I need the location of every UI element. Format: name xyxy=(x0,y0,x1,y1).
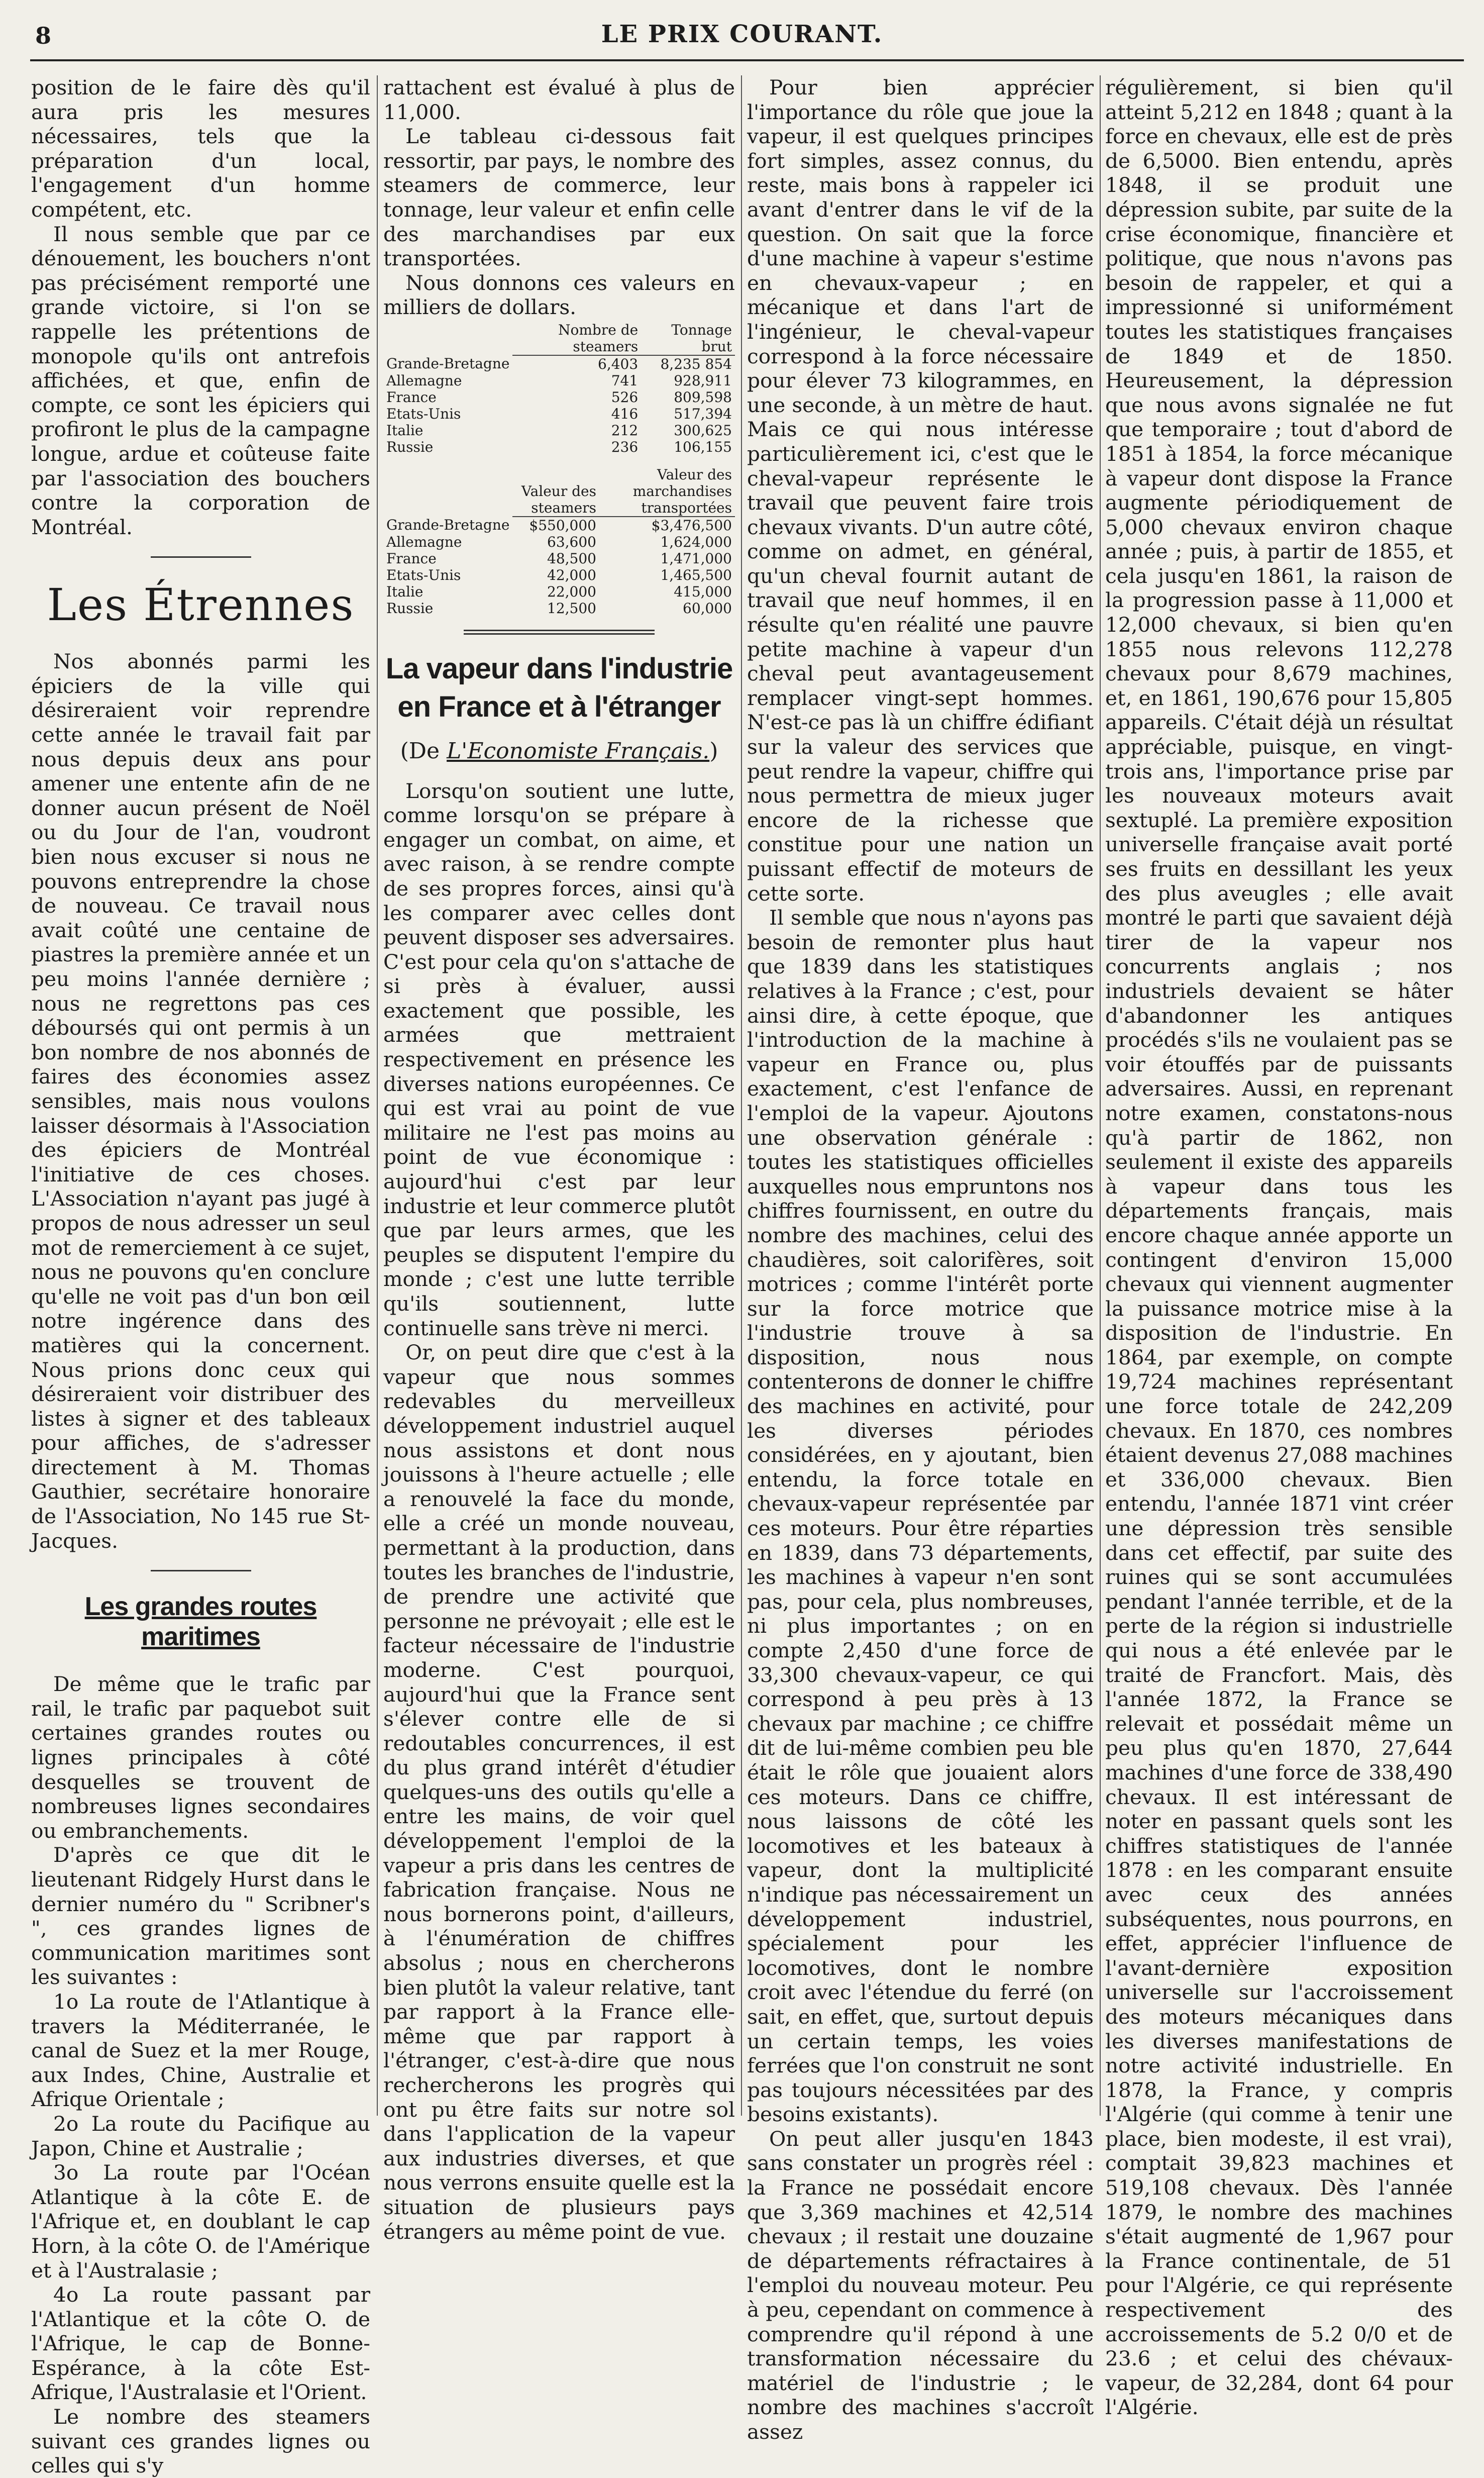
column-1 xyxy=(31,75,370,2478)
paragraph: On peut aller jusqu'en 1843 sans constater un progrès réel : la France ne possédait encore que 3,369 machines et 42,514 chevaux ; il restait une douzaine de départements réfractaires à l'emploi du nouveau moteur. Peu à peu, cependant on commence à comprendre qu'il répond à une transformation nécessaire du matériel de l'industrie ; le nombre des machines s'accroît assez xyxy=(747,2126,1094,2444)
paragraph: Nos abonnés parmi les épiciers de la ville qui désireraient voir reprendre cette année le travail fait par nous depuis deux ans pour amener une entente afin de ne donner aucun présent de Noël ou du Jour de l'an, voudront bien nous excuser si nous ne pouvons entreprendre la chose de nouveau. Ce travail nous avait coûté une centaine de piastres la première année et un peu moins l'année dernière ; nous ne regrettons pas ces déboursés qui ont permis à un bon nombre de nos abonnés de faires des économies assez sensibles, mais nous voulons laisser désormais à l'Association des épiciers de Montréal l'initiative de ces choses. L'Association n'ayant pas jugé à propos de nous adresser un seul mot de remerciement à ce sujet, nous ne pouvons qu'en conclure qu'elle ne voit pas d'un bon œil notre ingérence dans des matières qui la concernent. Nous prions donc ceux qui désireraient voir distribuer des listes à signer et des tableaux pour affiches, de s'adresser directement à M. Thomas Gauthier, secrétaire honoraire de l'Association, No 145 rue St-Jacques. xyxy=(31,649,370,1553)
column-rule xyxy=(377,75,378,2116)
paragraph: D'après ce que dit le lieutenant Ridgely Hurst dans le dernier numéro du " Scribner's ", ces grandes lignes de communication maritimes sont les suivantes : xyxy=(31,1843,370,1990)
table-row xyxy=(383,422,735,439)
value-cell: 22,000 xyxy=(547,583,596,600)
table-header: Nombre de steamers xyxy=(512,322,641,355)
column-rule xyxy=(741,75,742,2116)
value-cell: 809,598 xyxy=(674,388,732,406)
column-4 xyxy=(1105,75,1453,2420)
country-cell: Etats-Unis xyxy=(386,566,461,583)
country-cell: Allemagne xyxy=(386,372,462,389)
value-cell: $550,000 xyxy=(529,517,596,534)
source-suffix: ) xyxy=(709,738,718,764)
running-title: LE PRIX COURANT. xyxy=(601,20,883,48)
table-header: Valeur des marchandises transportées xyxy=(599,466,735,517)
country-cell: Grande-Bretagne xyxy=(386,517,510,534)
paragraph: Pour bien apprécier l'importance du rôle que joue la vapeur, il est quelques principes fort simples, assez connus, du reste, mais bons à rappeler ici avant d'entrer dans le vif de la question. On sait que la force d'une machine à vapeur s'estime en chevaux-vapeur ; en mécanique et dans l'art de l'ingénieur, le cheval-vapeur correspond à la force nécessaire pour élever 73 kilogrammes, en une seconde, à un mètre de haut. Mais ce qui nous intéresse particulièrement ici, c'est que le cheval-vapeur représente le travail que peuvent faire trois chevaux vivants. D'un autre côté, comme on admet, en général, qu'un cheval fournit autant de travail que neuf hommes, il en résulte qu'en réalité une pauvre petite machine à vapeur d'un cheval peut avantageusement remplacer vingt-sept hommes. N'est-ce pas là un chiffre édifiant sur la valeur des services que peut rendre la vapeur, chiffre qui nous permettra de mieux juger encore de la richesse que constitue pour une nation un puissant effectif de moteurs de cette sorte. xyxy=(747,75,1094,906)
value-cell: 526 xyxy=(611,388,639,406)
section-heading-routes: Les grandes routes maritimes xyxy=(84,1592,317,1652)
value-cell: $3,476,500 xyxy=(651,517,732,534)
country-cell: France xyxy=(386,388,437,406)
table-row xyxy=(383,600,735,617)
section-rule xyxy=(464,630,655,635)
value-cell: 928,911 xyxy=(674,372,732,389)
paragraph: 4o La route passant par l'Atlantique et la côte O. de l'Afrique, le cap de Bonne-Espérance, à la côte Est-Afrique, l'Australasie et l'Orient. xyxy=(31,2283,370,2405)
source-line xyxy=(383,739,735,764)
country-cell: Russie xyxy=(386,600,434,617)
value-cell: 1,465,500 xyxy=(660,566,732,583)
steamers-table-1 xyxy=(383,322,735,455)
column-3 xyxy=(747,75,1094,2444)
paragraph: 3o La route par l'Océan Atlantique à la côte E. de l'Afrique et, en doublant le cap Horn, à la côte O. de l'Amérique et à l'Australasie ; xyxy=(31,2160,370,2283)
table-header: Tonnage brut xyxy=(641,322,735,355)
country-cell: France xyxy=(386,550,437,567)
paragraph: Lorsqu'on soutient une lutte, comme lorsqu'on se prépare à engager un combat, on aime, et avec raison, à se rendre compte de ses propres forces, ainsi qu'à les comparer avec celles dont peuvent disposer ses adversaires. C'est pour cela qu'on s'attache de si près à évaluer, aussi exactement que possible, les armées que mettraient respectivement en présence les diverses nations européennes. Ce qui est vrai au point de vue militaire ne l'est pas moins au point de vue économique : aujourd'hui c'est par leur industrie et leur commerce plutôt que par leurs armes, que les peuples se disputent l'empire du monde ; c'est une lutte terrible qu'ils soutiennent, lutte continuelle sans trève ni merci. xyxy=(383,778,735,1340)
table-header: Valeur des steamers xyxy=(512,466,599,517)
paragraph: position de le faire dès qu'il aura pris les mesures nécessaires, tels que la préparation d'un local, l'engagement d'un homme compétent, etc. xyxy=(31,75,370,222)
table-row xyxy=(383,439,735,455)
table-row xyxy=(383,406,735,422)
section-heading-etrennes: Les Étrennes xyxy=(47,579,355,631)
table-row xyxy=(383,389,735,406)
paragraph: Il nous semble que par ce dénouement, les bouchers n'ont pas précisément remporté une grande victoire, si l'on se rappelle les prétentions de monopole qu'ils ont antrefois affichées, et que, enfin de compte, ce sont les épiciers qui profiront le plus de la campagne longue, ardue et coûteuse faite par l'association des bouchers contre la corporation de Montréal. xyxy=(31,222,370,539)
section-rule xyxy=(151,556,251,558)
value-cell: 416 xyxy=(611,405,639,422)
value-cell: 212 xyxy=(611,422,639,439)
paragraph: rattachent est évalué à plus de 11,000. xyxy=(383,75,735,124)
section-heading-vapeur: La vapeur dans l'industrie en France et à l'étranger xyxy=(385,652,733,723)
country-cell: Etats-Unis xyxy=(386,405,461,422)
value-cell: 415,000 xyxy=(674,583,732,600)
value-cell: 6,403 xyxy=(598,355,639,372)
value-cell: 8,235 854 xyxy=(660,355,732,372)
table-spacer xyxy=(383,457,735,464)
country-cell: Italie xyxy=(386,583,423,600)
value-cell: 106,155 xyxy=(674,438,732,455)
value-cell: 12,500 xyxy=(547,600,596,617)
table-row xyxy=(383,517,735,534)
value-cell: 48,500 xyxy=(547,550,596,567)
column-2 xyxy=(383,75,735,2244)
page-number: 8 xyxy=(35,22,52,49)
paragraph: 1o La route de l'Atlantique à travers la Méditerranée, le canal de Suez et la mer Rouge, aux Indes, Chine, Australie et Afrique Orientale ; xyxy=(31,1989,370,2112)
table-row xyxy=(383,534,735,550)
table-row xyxy=(383,372,735,389)
value-cell: 60,000 xyxy=(683,600,732,617)
country-cell: Russie xyxy=(386,438,434,455)
country-cell: Italie xyxy=(386,422,423,439)
table-row xyxy=(383,583,735,600)
table-row xyxy=(383,550,735,567)
column-rule xyxy=(1100,75,1101,2116)
value-cell: 236 xyxy=(611,438,639,455)
paragraph: Le tableau ci-dessous fait ressortir, par pays, le nombre des steamers de commerce, leur tonnage, leur valeur et enfin celle des marchandises par eux transportées. xyxy=(383,124,735,271)
value-cell: 63,600 xyxy=(547,533,596,550)
value-cell: 300,625 xyxy=(674,422,732,439)
paragraph: Le nombre des steamers suivant ces grandes lignes ou celles qui s'y xyxy=(31,2405,370,2478)
value-cell: 517,394 xyxy=(674,405,732,422)
paragraph: Or, on peut dire que c'est à la vapeur que nous sommes redevables du merveilleux développement industriel auquel nous assistons et dont nous jouissons à l'heure actuelle ; elle a renouvelé la face du monde, elle a créé un monde nouveau, permettant à la production, dans toutes les branches de l'industrie, de prendre une activité que personne ne prévoyait ; elle est le facteur nécessaire de l'industrie moderne. C'est pourquoi, aujourd'hui que la France sent s'élever contre elle de si redoutables concurrences, il est du plus grand intérêt d'étudier quelques-uns des outils qu'elle a entre les mains, de voir quel développement l'emploi de la vapeur a pris dans les centres de fabrication française. Nous ne nous bornerons point, d'ailleurs, à l'énumération de chiffres absolus ; nous en chercherons bien plutôt la valeur relative, tant par rapport à la France elle-même que par rapport à l'étranger, c'est-à-dire que nous rechercherons les progrès qui ont pu être faits sur notre sol dans l'application de la vapeur aux industries diverses, et que nous verrons ensuite quelle est la situation de plusieurs pays étrangers au même point de vue. xyxy=(383,1340,735,2244)
paragraph: Il semble que nous n'ayons pas besoin de remonter plus haut que 1839 dans les statistiques relatives à la France ; c'est, pour ainsi dire, à cette époque, que l'introduction de la machine à vapeur en France ou, plus exactement, c'est l'enfance de l'emploi de la vapeur. Ajoutons une observation générale : toutes les statistiques officielles auxquelles nous empruntons nos chiffres fournissent, en outre du nombre des machines, celui des chaudières, soit calorifères, soit motrices ; comme l'intérêt porte sur la force motrice que l'industrie trouve à sa disposition, nous nous contenterons de donner le chiffre des machines en activité, pour les diverses périodes considérées, en y ajoutant, bien entendu, la force totale en chevaux-vapeur représentée par ces moteurs. Pour être réparties en 1839, dans 73 départements, les machines à vapeur n'en sont pas, pour cela, plus nombreuses, ni plus importantes ; on en compte 2,450 d'une force de 33,300 chevaux-vapeur, ce qui correspond à peu près à 13 chevaux par machine ; ce chiffre dit de lui-même combien peu ble était le rôle que jouaient alors ces moteurs. Dans ce chiffre, nous laissons de côté les locomotives et les bateaux à vapeur, dont la multiplicité n'indique pas nécessairement un développement industriel, spécialement pour les locomotives, dont le nombre croit avec l'étendue du ferré (on sait, en effet, que, surtout depuis un certain temps, les voies ferrées que l'on construit ne sont pas toujours nécessitées par des besoins existants). xyxy=(747,906,1094,2127)
table-row xyxy=(383,567,735,583)
value-cell: 42,000 xyxy=(547,566,596,583)
paragraph: régulièrement, si bien qu'il atteint 5,212 en 1848 ; quant à la force en chevaux, elle est de près de 6,5000. Bien entendu, après 1848, il se produit une dépression subite, par suite de la crise économique, financière et politique, que nous n'avons pas besoin de rappeler, et qui a impressionné si uniformément toutes les statistiques françaises de 1849 et de 1850. Heureusement, la dépression que nous avons signalée ne fut que temporaire ; tout d'abord de 1851 à 1854, la force mécanique à vapeur dont dispose la France augmente périodiquement de 5,000 chevaux environ chaque année ; puis, à partir de 1855, et cela jusqu'en 1861, la raison de la progression passe à 11,000 et 12,000 chevaux, si bien qu'en 1855 nous relevons 112,278 chevaux pour 8,679 machines, et, en 1861, 190,676 pour 15,805 appareils. C'était déjà un résultat appréciable, puisque, en vingt-trois ans, l'importance prise par les nouveaux moteurs avait sextuplé. La première exposition universelle française avait porté ses fruits en dessillant les yeux des plus aveugles ; elle avait montré le parti que savaient déjà tirer de la vapeur nos concurrents anglais ; nos industriels devaient se hâter d'abandonner les antiques procédés s'ils ne voulaient pas se voir étouffés par de puissants adversaires. Aussi, en reprenant notre examen, constatons-nous qu'à partir de 1862, non seulement il existe des appareils à vapeur dans tous les départements français, mais encore chaque année apporte un contingent d'environ 15,000 chevaux qui viennent augmenter la puissance motrice mise à la disposition de l'industrie. En 1864, par exemple, on compte 19,724 machines représentant une force totale de 242,209 chevaux. En 1870, ces nombres étaient devenus 27,088 machines et 336,000 chevaux. Bien entendu, l'année 1871 vint créer une dépression très sensible dans cet effectif, par suite des ruines qui se sont accumulées pendant l'année terrible, et de la perte de la région si industrielle qui nous a été enlevée par le traité de Francfort. Mais, dès l'année 1872, la France se relevait et possédait même un peu plus qu'en 1870, 27,644 machines d'une force de 338,490 chevaux. Il est intéressant de noter en passant quels sont les chiffres statistiques de l'année 1878 : en les comparant ensuite avec ceux des années subséquentes, nous pourrons, en effet, apprécier l'influence de l'avant-dernière exposition universelle sur l'accroissement des moteurs mécaniques dans les diverses manifestations de notre activité industrielle. En 1878, la France, y compris l'Algérie (qui comme à tenir une place, bien modeste, il est vrai), comptait 39,823 machines et 519,108 chevaux. Dès l'année 1879, le nombre des machines s'était augmenté de 1,967 pour la France continentale, de 51 pour l'Algérie, ce qui représente respectivement des accroissements de 5.2 0/0 et de 23.6 ; et celui des chévaux-vapeur, de 32,284, dont 64 pour l'Algérie. xyxy=(1105,75,1453,2420)
value-cell: 1,624,000 xyxy=(660,533,732,550)
value-cell: 741 xyxy=(611,372,639,389)
value-cell: 1,471,000 xyxy=(660,550,732,567)
source-prefix: (De xyxy=(400,738,447,764)
paragraph: De même que le trafic par rail, le trafic par paquebot suit certaines grandes routes ou lignes principales à côté desquelles se trouvent de nombreuses lignes secondaires ou embranchements. xyxy=(31,1672,370,1843)
header-rule xyxy=(30,59,1464,61)
source-name: L'Economiste Français. xyxy=(447,738,710,764)
country-cell: Grande-Bretagne xyxy=(386,355,510,372)
section-rule xyxy=(151,1570,251,1571)
steamers-table-2 xyxy=(383,466,735,617)
country-cell: Allemagne xyxy=(386,533,462,550)
table-row xyxy=(383,355,735,372)
paragraph: 2o La route du Pacifique au Japon, Chine et Australie ; xyxy=(31,2111,370,2160)
paragraph: Nous donnons ces valeurs en milliers de dollars. xyxy=(383,270,735,320)
